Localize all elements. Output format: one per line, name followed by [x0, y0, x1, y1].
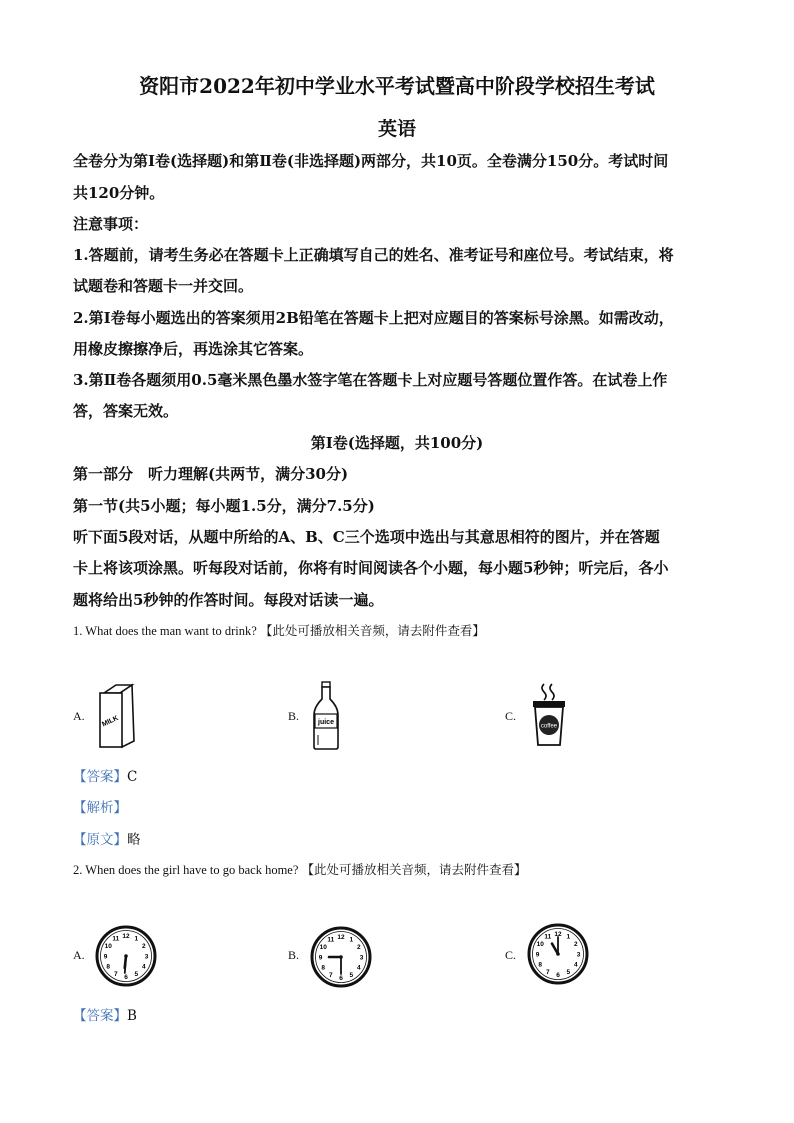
- original-label: 【原文】: [73, 832, 127, 848]
- clock-b-icon: [310, 926, 372, 988]
- instruction-line: 听下面5段对话，从题中所给的A、B、C三个选项中选出与其意思相符的图片，并在答题: [73, 528, 660, 546]
- note-item: 答，答案无效。: [73, 402, 179, 420]
- option-c-label: C.: [505, 948, 517, 962]
- option-a-label: A.: [73, 709, 85, 723]
- clock-numeral: 5: [566, 969, 571, 977]
- intro-line: 全卷分为第Ⅰ卷(选择题)和第Ⅱ卷(非选择题)两部分，共10页。全卷满分150分。考试时间: [73, 152, 669, 170]
- clock-numeral: 8: [538, 961, 543, 969]
- clock-numeral: 7: [328, 972, 333, 980]
- original-value: 略: [127, 832, 141, 848]
- analysis-1: [73, 796, 127, 816]
- coffee-cup-icon: [530, 683, 568, 747]
- clock-numeral: 9: [318, 954, 323, 962]
- answer-2: [73, 1004, 137, 1024]
- clock-numeral: 3: [359, 954, 364, 962]
- clock-numeral: 9: [103, 953, 108, 961]
- option-a-label: A.: [73, 948, 85, 962]
- clock-numeral: 12: [554, 930, 562, 938]
- section-heading: 第Ⅰ卷(选择题，共100分): [310, 434, 484, 452]
- instruction-line: 卡上将该项涂黑。听每段对话前，你将有时间阅读各个小题，每小题5秒钟；听完后，各小: [73, 559, 669, 577]
- clock-numeral: 1: [566, 933, 571, 941]
- instruction-line: 题将给出5秒钟的作答时间。每段对话读一遍。: [73, 591, 384, 609]
- clock-numeral: 4: [356, 964, 361, 972]
- juice-bottle-icon: [312, 681, 340, 751]
- note-item: 3.第Ⅱ卷各题须用0.5毫米黑色墨水签字笔在答题卡上对应题号答题位置作答。在试卷上作: [73, 371, 668, 389]
- note-item: 1.答题前，请考生务必在答题卡上正确填写自己的姓名、准考证号和座位号。考试结束，将: [73, 246, 674, 264]
- page-subtitle: 英语: [377, 118, 416, 140]
- clock-numeral: 5: [134, 971, 139, 979]
- clock-numeral: 2: [573, 941, 578, 949]
- original-1: [73, 828, 141, 848]
- minute-hand: [125, 956, 126, 973]
- clock-numeral: 12: [337, 933, 345, 941]
- clock-numeral: 7: [113, 971, 118, 979]
- clock-numeral: 3: [144, 953, 149, 961]
- note-item: 试题卷和答题卡一并交回。: [73, 277, 254, 295]
- option-c-label: C.: [505, 709, 517, 723]
- answer-1: [73, 765, 137, 785]
- clock-numeral: 1: [349, 936, 354, 944]
- clock-numeral: 4: [141, 963, 146, 971]
- clock-numeral: 8: [321, 964, 326, 972]
- answer-value: B: [127, 1008, 137, 1024]
- clock-numeral: 3: [576, 951, 581, 959]
- page-title: 资阳市2022年初中学业水平考试暨高中阶段学校招生考试: [139, 74, 655, 98]
- clock-numeral: 5: [349, 972, 354, 980]
- clock-numeral: 11: [112, 935, 120, 943]
- clock-numeral: 10: [104, 943, 112, 951]
- option-b-label: B.: [288, 948, 300, 962]
- answer-label: 【答案】: [73, 1008, 127, 1024]
- clock-numeral: 8: [106, 963, 111, 971]
- clock-numeral: 2: [356, 944, 361, 952]
- note-item: 2.第Ⅰ卷每小题选出的答案须用2B铅笔在答题卡上把对应题目的答案标号涂黑。如需改动，: [73, 309, 674, 327]
- clock-numeral: 10: [536, 941, 544, 949]
- clock-c-icon: [527, 923, 589, 985]
- juice-icon-label: juice: [318, 719, 334, 726]
- clock-numeral: 10: [319, 944, 327, 952]
- clock-numeral: 7: [545, 969, 550, 977]
- coffee-icon-label: coffee: [540, 723, 558, 730]
- option-b-label: B.: [288, 709, 300, 723]
- milk-carton-icon: [96, 683, 140, 749]
- intro-line: 共120分钟。: [73, 184, 165, 202]
- milk-icon-label: MILK: [101, 714, 120, 729]
- clock-numeral: 4: [573, 961, 578, 969]
- note-item: 用橡皮擦擦净后，再选涂其它答案。: [73, 340, 314, 358]
- analysis-label: 【解析】: [73, 800, 127, 816]
- clock-a-icon: [95, 925, 157, 987]
- notes-heading: 注意事项：: [73, 215, 149, 233]
- answer-value: C: [127, 769, 138, 785]
- clock-numeral: 11: [327, 936, 335, 944]
- question-1: 1. What does the man want to drink? 【此处可播放相关音频，请去附件查看】: [73, 624, 485, 638]
- question-2: 2. When does the girl have to go back home? 【此处可播放相关音频，请去附件查看】: [73, 863, 527, 877]
- clock-numeral: 2: [141, 943, 146, 951]
- section-subheading: 第一节(共5小题；每小题1.5分，满分7.5分): [73, 497, 375, 515]
- answer-label: 【答案】: [73, 769, 127, 785]
- clock-numeral: 6: [556, 971, 560, 979]
- clock-numeral: 1: [134, 935, 139, 943]
- part-heading: 第一部分 听力理解(共两节，满分30分): [73, 465, 349, 483]
- clock-numeral: 9: [535, 951, 540, 959]
- clock-numeral: 12: [122, 932, 130, 940]
- clock-numeral: 6: [124, 973, 128, 981]
- clock-numeral: 11: [544, 933, 552, 941]
- clock-numeral: 6: [339, 974, 343, 982]
